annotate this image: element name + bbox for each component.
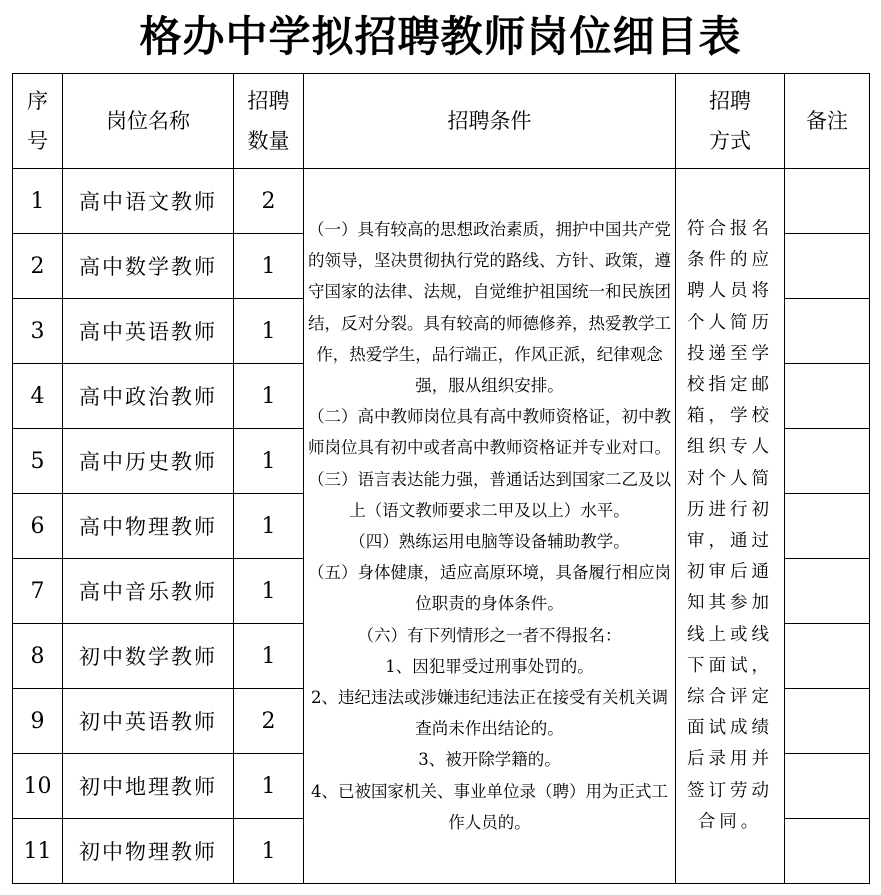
condition-item: （三）语言表达能力强，普通话达到国家二乙及以上（语文教师要求二甲及以上）水平。 [308,469,671,520]
row-remarks [785,754,870,819]
condition-item: （二）高中教师岗位具有高中教师资格证，初中教师岗位具有初中或者高中教师资格证并专业对口。 [308,407,671,458]
header-no-line: 序 [27,89,48,113]
method-line: 线上或线 [687,624,773,645]
row-position-name: 高中英语教师 [63,299,234,364]
row-remarks [785,234,870,299]
row-no: 6 [13,494,63,559]
row-count: 2 [234,169,304,234]
row-position-name: 初中英语教师 [63,689,234,754]
header-count [234,74,304,169]
row-position-name: 高中音乐教师 [63,559,234,624]
row-no: 4 [13,364,63,429]
header-method-line: 方式 [709,129,751,153]
method-line: 箱，学校 [687,406,773,427]
row-remarks [785,299,870,364]
row-count: 1 [234,754,304,819]
method-line: 面试成绩 [687,718,773,739]
row-count: 1 [234,234,304,299]
method-line: 条件的应 [687,250,773,271]
row-count: 2 [234,689,304,754]
method-cell [676,169,785,884]
method-line: 合同。 [697,811,763,832]
row-remarks [785,494,870,559]
row-no: 8 [13,624,63,689]
row-position-name: 高中数学教师 [63,234,234,299]
condition-item: （六）有下列情形之一者不得报名： [357,625,622,645]
condition-item: 4、已被国家机关、事业单位录（聘）用为正式工作人员的。 [311,781,668,832]
header-no-line: 号 [27,129,48,153]
row-position-name: 初中数学教师 [63,624,234,689]
row-remarks [785,819,870,884]
row-position-name: 高中语文教师 [63,169,234,234]
page-title: 格办中学拟招聘教师岗位细目表 [139,12,742,61]
row-count: 1 [234,299,304,364]
row-remarks [785,624,870,689]
row-remarks [785,559,870,624]
method-line: 投递至学 [687,343,773,364]
row-position-name: 高中政治教师 [63,364,234,429]
header-name: 岗位名称 [63,74,234,169]
method-line: 聘人员将 [687,281,773,302]
method-line: 知其参加 [687,593,773,614]
row-count: 1 [234,819,304,884]
row-no: 10 [13,754,63,819]
method-line: 对个人简 [687,468,773,489]
header-no [13,74,63,169]
row-position-name: 高中物理教师 [63,494,234,559]
method-line: 下面试， [687,655,773,676]
header-count-line: 招聘 [247,89,290,113]
row-remarks [785,429,870,494]
method-line: 后录用并 [687,749,773,770]
table-row [13,169,870,234]
row-no: 7 [13,559,63,624]
row-position-name: 高中历史教师 [63,429,234,494]
row-count: 1 [234,559,304,624]
method-line: 组织专人 [687,437,773,458]
condition-item: （五）身体健康，适应高原环境，具备履行相应岗位职责的身体条件。 [308,563,671,614]
method-line: 校指定邮 [687,374,773,395]
row-no: 3 [13,299,63,364]
condition-item: 3、被开除学籍的。 [418,750,561,770]
row-count: 1 [234,429,304,494]
row-count: 1 [234,494,304,559]
method-line: 个人简历 [687,312,773,333]
header-conditions: 招聘条件 [304,74,676,169]
conditions-cell [304,169,676,884]
row-remarks [785,689,870,754]
row-count: 1 [234,624,304,689]
method-line: 审，通过 [687,531,773,551]
row-remarks [785,169,870,234]
method-line: 初审后通 [687,562,773,583]
condition-item: 2、违纪违法或涉嫌违纪违法正在接受有关机关调查尚未作出结论的。 [311,688,668,739]
header-remarks: 备注 [785,74,870,169]
method-line: 符合报名 [687,218,773,239]
condition-item: 1、因犯罪受过刑事处罚的。 [385,656,594,676]
method-line: 签订劳动 [687,780,773,801]
method-line: 历进行初 [687,499,773,520]
row-no: 11 [13,819,63,884]
condition-item: （四）熟练运用电脑等设备辅助教学。 [349,532,630,551]
row-position-name: 初中地理教师 [63,754,234,819]
row-no: 2 [13,234,63,299]
header-count-line: 数量 [247,129,290,153]
method-line: 综合评定 [687,687,773,708]
header-method [676,74,785,169]
row-no: 1 [13,169,63,234]
recruitment-table [12,73,870,884]
row-count: 1 [234,364,304,429]
row-remarks [785,364,870,429]
row-position-name: 初中物理教师 [63,819,234,884]
header-row [13,74,870,169]
row-no: 9 [13,689,63,754]
row-no: 5 [13,429,63,494]
header-method-line: 招聘 [709,89,751,113]
condition-item: （一）具有较高的思想政治素质，拥护中国共产党的领导，坚决贯彻执行党的路线、方针、政策，遵守国家的法律、法规，自觉维护祖国统一和民族团结，反对分裂。具有较高的师德修养，热爱教学工作，热爱学生，品行端正，作风正派，纪律观念强，服从组织安排。 [308,219,671,395]
